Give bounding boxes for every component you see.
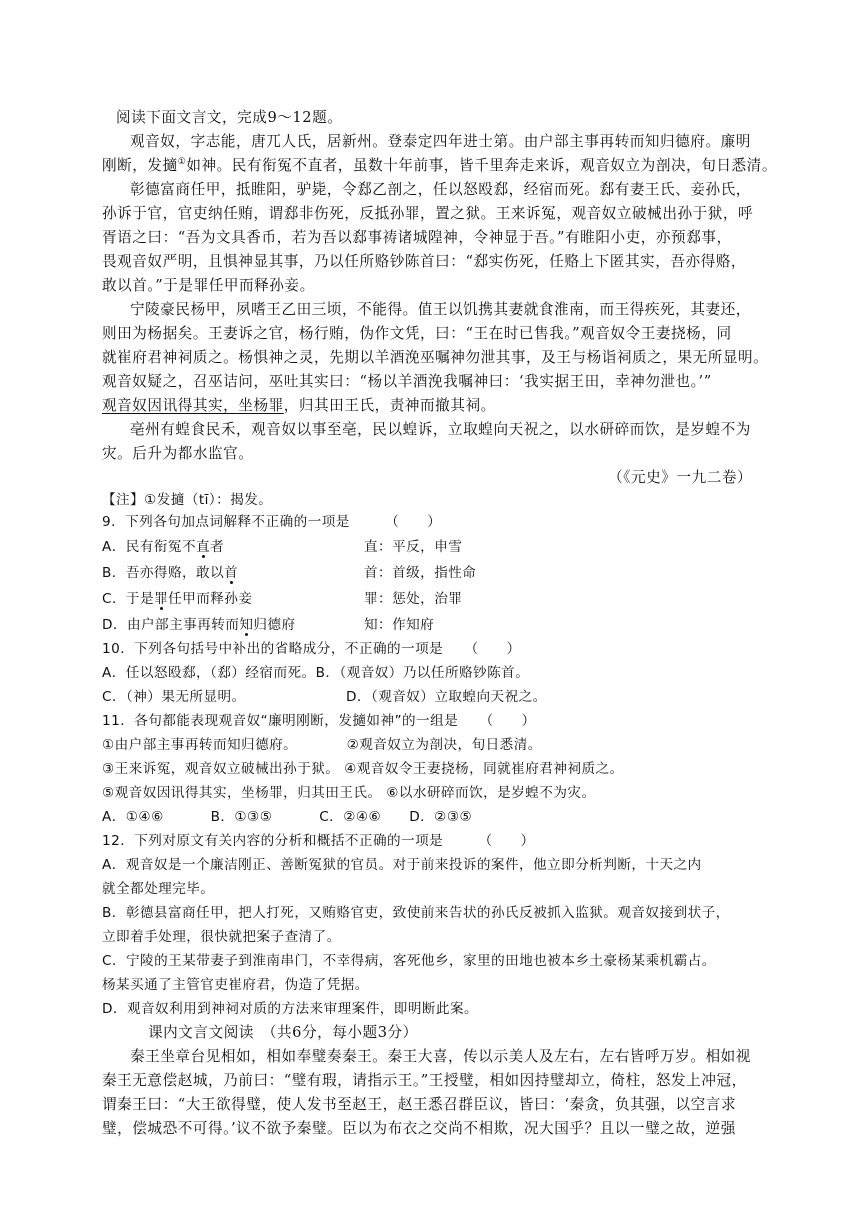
q12-option-a[interactable]: A．观音奴是一个廉洁刚正、善断冤狱的官员。对于前来投诉的案件，他立即分析判断，十天之内 — [102, 857, 702, 873]
question-11: 11．各句都能表现观音奴“廉明刚断，发擿如神”的一组是 （ ） — [102, 713, 536, 729]
q10-option-d: D．（观音奴）立取蝗向天祝之。 — [346, 689, 547, 705]
q12-option-d[interactable]: D．观音奴利用到神祠对质的方法来审理案件，即明断此案。 — [102, 1001, 479, 1017]
emphasis-dot-char: 直 — [196, 539, 211, 555]
text-line: 就崔府君神祠质之。杨惧神之灵，先期以羊酒浼巫嘱神勿泄其事，及王与杨诣祠质之，果无所显明。 — [102, 349, 769, 366]
text-line: 彰德富商任甲，抵睢阳，驴毙，令郄乙剖之，任以怒殴郄，经宿而死。郄有妻王氏、妾孙氏， — [130, 181, 751, 198]
footnote: 【注】①发擿（tī）：揭发。 — [102, 492, 273, 508]
text-line: 璧，偿城恐不可得。’议不欲予秦璧。臣以为布衣之交尚不相欺，况大国乎？且以一璧之故，逆强 — [102, 1120, 736, 1137]
emphasis-dot-char: 罪 — [154, 591, 169, 607]
q11-items: ①由户部主事再转而知归德府。 ②观音奴立为剖决，旬日悉清。 — [102, 737, 542, 753]
q9-option-c[interactable]: C．于是罪任甲而释孙妾 罪：惩处，治罪 — [102, 587, 252, 611]
question-10: 10．下列各句括号中补出的省略成分，不正确的一项是 （ ） — [102, 641, 521, 657]
question-9: 9．下列各句加点词解释不正确的一项是 （ ） — [102, 514, 442, 530]
q9-option-a[interactable]: A．民有衔冤不直者 直：平反，申雪 — [102, 535, 224, 559]
text-line: 宁陵豪民杨甲，夙嗜王乙田三顷，不能得。值王以饥携其妻就食淮南，而王得疾死，其妻还， — [130, 301, 751, 318]
section-heading: 课内文言文阅读 （共6分，每小题3分） — [148, 1024, 418, 1041]
text-line: 观音奴疑之，召巫诘问，巫吐其实曰：“杨以羊酒浼我嘱神曰：‘我实据王田，幸神勿泄也。’” — [102, 373, 712, 390]
q9-option-a-explanation: 直：平反，申雪 — [364, 539, 463, 555]
text-line: 则田为杨据矣。王妻诉之官，杨行贿，伪作文凭，曰：“王在时已售我。”观音奴令王妻挠杨，同 — [102, 325, 732, 342]
q12-option-c-cont: 杨某买通了主管官吏崔府君，伪造了凭据。 — [102, 977, 369, 993]
q9-option-d[interactable]: D．由户部主事再转而知归德府 知：作知府 — [102, 613, 296, 637]
section-intro: 阅读下面文言文，完成9～12题。 — [116, 109, 343, 126]
text-line: 孙诉于官，官吏纳任贿，谓郄非伤死，反抵孙罪，置之狱。王来诉冤，观音奴立破械出孙于狱，呼 — [102, 205, 754, 222]
text-line: 谓秦王曰：“大王欲得璧，使人发书至赵王，赵王悉召群臣议，皆曰：‘秦贪，负其强，以空言求 — [102, 1096, 737, 1113]
text-line: 畏观音奴严明，且惧神显其事，乃以任所赂钞陈首曰：“郄实伤死，任赂上下匿其实，吾亦得赂， — [102, 253, 747, 270]
emphasis-dot-char: 知 — [239, 617, 254, 633]
q9-option-b-explanation: 首：首级，指性命 — [364, 565, 477, 581]
q11-options[interactable]: A．①④⑥ B．①③⑤ C．②④⑥ D．②③⑤ — [102, 809, 473, 825]
text-line: 胥语之曰：“吾为文具香币，若为吾以郄事祷诸城隍神，令神显于吾。”有睢阳小吏，亦预郄事， — [102, 229, 732, 246]
q9-option-d-explanation: 知：作知府 — [364, 617, 435, 633]
text-line: 秦王坐章台见相如，相如奉璧奏秦王。秦王大喜，传以示美人及左右，左右皆呼万岁。相如视 — [130, 1048, 751, 1065]
source-citation: （《元史》一九二卷） — [608, 469, 753, 486]
question-12: 12．下列对原文有关内容的分析和概括不正确的一项是 （ ） — [102, 833, 535, 849]
q12-option-b[interactable]: B．彰德县富商任甲，把人打死，又贿赂官吏，致使前来告状的孙氏反被抓入监狱。观音奴接到状子， — [102, 905, 730, 921]
q10-options-ab[interactable]: A．任以怒殴郄，（郄）经宿而死。B．（观音奴）乃以任所赂钞陈首。 — [102, 665, 530, 681]
q11-items: ③王来诉冤，观音奴立破械出孙于狱。 ④观音奴令王妻挠杨，同就崔府君神祠质之。 — [102, 761, 624, 777]
q9-option-c-explanation: 罪：惩处，治罪 — [364, 591, 463, 607]
q12-option-b-cont: 立即着手处理，很快就把案子查清了。 — [102, 929, 341, 945]
footnote-marker: ① — [177, 157, 187, 168]
q11-items: ⑤观音奴因讯得其实，坐杨罪，归其田王氏。 ⑥以水研碎而饮，是岁蝗不为灾。 — [102, 785, 596, 801]
text-line: 敢以首。”于是罪任甲而释孙妾。 — [102, 277, 315, 294]
text-line: 刚断，发擿①如神。民有衔冤不直者，虽数十年前事，皆千里奔走来诉，观音奴立为剖决，旬日悉清。 — [102, 157, 777, 174]
q9-option-b[interactable]: B．吾亦得赂，敢以首 首：首级，指性命 — [102, 561, 238, 585]
emphasis-dot-char: 首 — [224, 565, 239, 581]
q10-option-c: C．（神）果无所显明。 — [102, 689, 246, 705]
text-line: 秦王无意偿赵城，乃前曰：“璧有瑕，请指示王。”王授璧，相如因持璧却立，倚柱，怒发上冲冠， — [102, 1072, 747, 1089]
q12-option-a-cont: 就全都处理完毕。 — [102, 881, 215, 897]
text-line: 观音奴因讯得其实，坐杨罪，归其田王氏，责神而撤其祠。 — [102, 397, 496, 414]
text-line: 观音奴，字志能，唐兀人氏，居新州。登泰定四年进士第。由户部主事再转而知归德府。廉明 — [130, 133, 751, 150]
q10-options-cd[interactable] — [102, 685, 547, 709]
text-line: 亳州有蝗食民禾，观音奴以事至亳，民以蝗诉，立取蝗向天祝之，以水研碎而饮，是岁蝗不为 — [130, 421, 751, 438]
text-line: 灾。后升为都水监官。 — [102, 445, 254, 462]
q12-option-c[interactable]: C．宁陵的王某带妻子到淮南串门，不幸得病，客死他乡，家里的田地也被本乡土豪杨某乘机霸占。 — [102, 953, 716, 969]
underlined-sentence: 观音奴因讯得其实，坐杨罪 — [102, 397, 284, 414]
